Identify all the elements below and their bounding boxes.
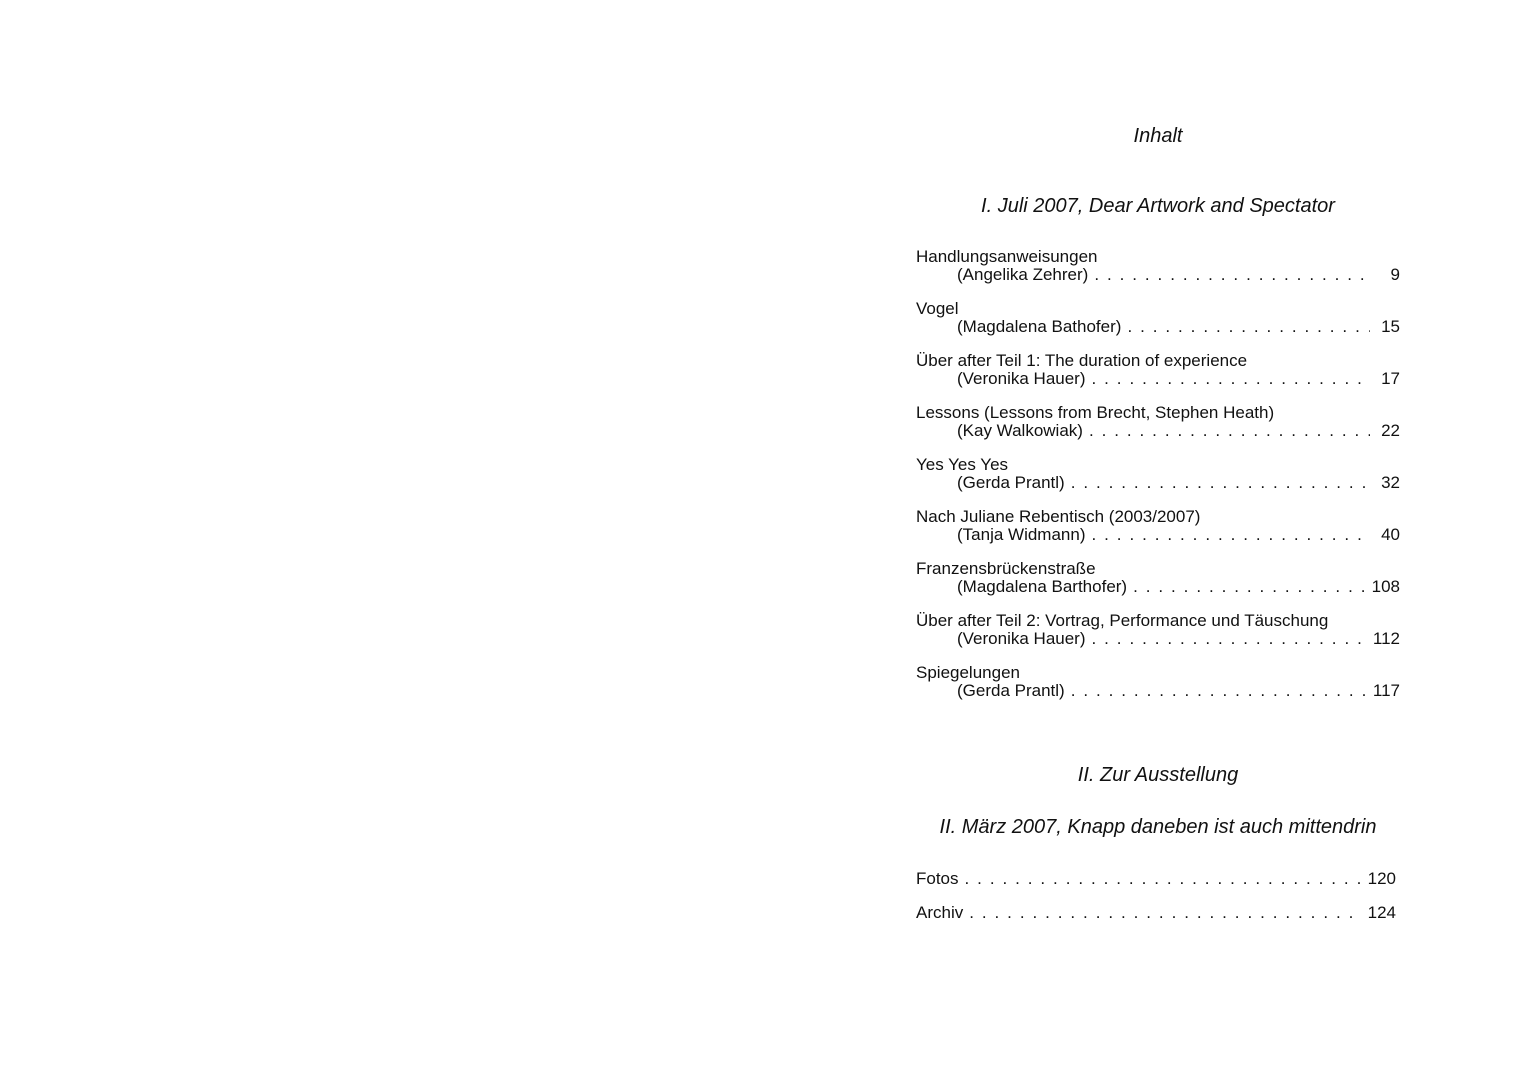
dot-leader: [1092, 630, 1367, 648]
entry-author: (Veronika Hauer): [957, 628, 1086, 648]
entry-title: Yes Yes Yes: [916, 455, 1009, 474]
toc-entry: [916, 612, 1400, 647]
dot-leader: [1133, 578, 1366, 596]
toc-entry: [916, 300, 1400, 335]
entry-title: Über after Teil 2: Vortrag, Performance und Täuschung: [916, 611, 1329, 630]
entry-page-number: 120: [1367, 869, 1396, 888]
entry-author: (Kay Walkowiak): [957, 420, 1083, 440]
toc-entry: [916, 903, 1396, 923]
entry-page-number: 17: [1381, 368, 1400, 388]
dot-leader: [965, 869, 1362, 889]
entry-author: (Magdalena Barthofer): [957, 576, 1128, 596]
toc-entry: [916, 456, 1400, 491]
dot-leader: [1127, 318, 1370, 336]
dot-leader: [1092, 526, 1371, 544]
section3-entry-list: [916, 869, 1396, 937]
entry-author: (Magdalena Bathofer): [957, 316, 1122, 336]
toc-entry: [916, 560, 1400, 595]
entry-author: (Veronika Hauer): [957, 368, 1086, 388]
entry-page-number: 40: [1381, 524, 1400, 544]
section1-entry-list: [916, 248, 1400, 716]
entry-title: Franzensbrückenstraße: [916, 559, 1096, 578]
entry-page-number: 9: [1390, 264, 1400, 284]
entry-author: (Angelika Zehrer): [957, 264, 1089, 284]
dot-leader: [1094, 266, 1370, 284]
entry-page-number: 117: [1372, 680, 1400, 700]
toc-entry: [916, 869, 1396, 889]
entry-title: Archiv: [916, 903, 964, 922]
entry-title: Spiegelungen: [916, 663, 1020, 682]
entry-title: Fotos: [916, 869, 959, 888]
toc-entry: [916, 508, 1400, 543]
entry-page-number: 108: [1371, 576, 1400, 596]
entry-title: Über after Teil 1: The duration of experience: [916, 351, 1248, 370]
toc-entry: [916, 664, 1400, 699]
entry-author: (Gerda Prantl): [957, 680, 1065, 700]
entry-page-number: 22: [1381, 420, 1400, 440]
entry-title: Vogel: [916, 299, 959, 318]
dot-leader: [1089, 422, 1370, 440]
entry-author: (Gerda Prantl): [957, 472, 1065, 492]
dot-leader: [1071, 682, 1367, 700]
dot-leader: [969, 903, 1361, 923]
section-heading-1: I. Juli 2007, Dear Artwork and Spectator: [981, 195, 1335, 217]
dot-leader: [1092, 370, 1370, 388]
blank-left-page: [0, 0, 763, 1080]
entry-page-number: 124: [1367, 903, 1396, 922]
section-heading-2: II. Zur Ausstellung: [1077, 764, 1239, 786]
section-heading-3: II. März 2007, Knapp daneben ist auch mittendrin: [939, 816, 1377, 838]
entry-author: (Tanja Widmann): [957, 524, 1086, 544]
entry-title: Handlungsanweisungen: [916, 247, 1098, 266]
entry-page-number: 15: [1381, 316, 1400, 336]
entry-page-number: 32: [1381, 472, 1400, 492]
toc-entry: [916, 248, 1400, 283]
dot-leader: [1071, 474, 1370, 492]
entry-page-number: 112: [1372, 628, 1400, 648]
entry-title: Lessons (Lessons from Brecht, Stephen Heath): [916, 403, 1275, 422]
toc-entry: [916, 352, 1400, 387]
toc-title: Inhalt: [1133, 125, 1183, 147]
toc-entry: [916, 404, 1400, 439]
entry-title: Nach Juliane Rebentisch (2003/2007): [916, 507, 1201, 526]
